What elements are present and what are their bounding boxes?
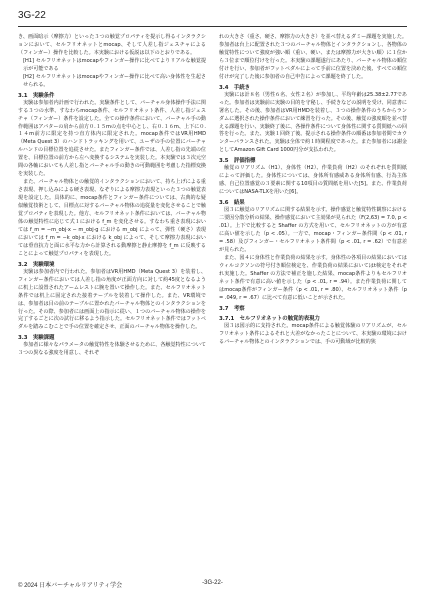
footer-copyright: © 2024 日本バーチャルリアリティ学会 [18,583,123,589]
paragraph-3-4: 実験には計８名（男性６名、女性２名）が参加し、平均年齢は25.38±2.77であった。参加者は実験前に実験の目的を守秘し、手続きなどの説明を受け、同意書に署名した。その後、参加者はVR用HMDを装着し、３つの操作条件のうちからランダムに選択された操作条件において練習を行った。その後、触覚の強度順を並べ替える課題を行い、実験終了後に、各操作条件について身体性に関する質問紙への回答を行った。また、実験１回終了後、提示される操作条件の順番は参加者間でカウンターバランスされた。実験は全体で約１時間程度であった。また参加者には謝金としてAmazon Gift Card 1000円分が支払われた。 [219,91,407,154]
left-column [18,34,206,358]
right-column [219,34,407,346]
section-heading-3-1: 3.1 実験条件 [18,92,55,99]
footer-page-number: -3G-22- [202,580,223,586]
section-heading-3-6: 3.6 結果 [219,200,245,207]
section-heading-3-4: 3.4 手続き [219,84,250,91]
section-heading-3-2: 3.2 実験環境 [18,261,55,268]
hypothesis-1: [H1] セルフリオネットはmocapやフィンガー操作に比べてよりリアルな触覚提示が可能である [23,57,206,72]
paragraph-3-5: 触覚のリアリズム（H1）、身体性（H2）、作業負荷（H2）のそれぞれを質問紙によって評価した。身体性については、身体所有感威ある身体所有感、行為主体感、自己位置感覚の３要素に関する10項目の質問紙を用いた[5]。また、作業負荷についてはNASA-TLXを用いた[6]。 [219,165,407,196]
page-identifier: 3G-22 [18,10,46,21]
header-rule [18,26,407,27]
section-heading-3-7: 3.7 考察 [219,305,245,312]
paragraph-3-1-b: また、バーチャル物体との触覚的インタラクションにおいて、持ち上げによる重さ表現、押し込みによる硬さ表現、なぞりによる摩擦力表現といった３つの触覚表現を設定した。具体的に、mocap条件とフィンガー条件については、古典的な疑似触覚技術として、目標点に対するバーチャル物体の追従量を変化させることで触覚プロパティを表現した。他方、セルフリオネット条件においては、バーチャル物体の触覚特性に応じて式１における f_m を変化させる。すなわち重さ表現においては f_m = −m_obj·x − m_obj·g における m_obj によって、弾性（硬さ）表現においては f_m = −k_obj·x における k_obj によって、そして摩擦力表現においては垂直抗力と面に水平な力から計算される動摩擦と静止摩擦を f_m に反映することによって触覚プロパティを表現した。 [18,179,206,257]
subsection-heading-3-7-1: 3.7.1 セルフリオネットの触覚的表現力 [219,315,320,322]
paragraph-3-7-1: 図３は図示的に支持された。mocap条件による触覚体験のリアリズムが、セルフリオネット条件によるそれと大差がなかったことについて、本実験の環境におけるバーチャル物体とのインタラクションでは、手の可動域が比較的狭 [219,322,407,345]
section-heading-3-5: 3.5 評価指標 [219,158,256,165]
hypothesis-2: [H2] セルフリオネットはmocapやフィンガー操作に比べて高い身体性を生起させられる。 [23,73,206,88]
intro-paragraph: き、画面暗示（摩擦力）といった３つの触覚プロパティを提示し得るインタラクションにおいて、セルフリオネットとmocap、そして人差し指ジェスチャによる（フィンガー）操作を比較した。本実験における仮説は以下のとおりである。 [18,34,206,56]
paragraph-3-1-a: 実験は参加者内計画で行われた。実験条件として、バーチャル身体操作手法に関する３つの水準、すなわちmocap条件、セルフリオネット条件、人差し指ジェスチャ（フィンガー）条件を設定した。全ての操作条件において、バーチャル手の動作範囲はアバターの肩から前方０.１５mの点を中心とし、右０.１６m、上下に０.１４m前方に限定を持つ直方体内に限定された。mocap条件ではVR用HMD（Meta Quest 3）のハンドトラッキングを用いて、ユーザの手の位置にバーチャルハンドの目標位置を追従させた。またフィンガー条件では、人差し指の先端の位置を、目標位置の前方から左へ変換するシステムを実装した。本実験では３次元空間の各軸においても人差し指とバーチャル手の動きの可動範囲を考慮した指標変換を実装した。 [18,99,206,178]
section-heading-3-3: 3.3 実験課題 [18,335,55,342]
paragraph-3-2: 実験は参加者内で行われた。参加者はVR用HMD（Meta Quest 3）を装着し、フィンガー条件においては人差し指の角度が正面方向に対して約45度となるように机上に設置されたアームレストに腕を置いて操作した。また、セルフリオネット条件では机上に固定された接着テーブルを装着して操作した。また、VR環境では、参加者は目の前のテーブルに置かれたバーチャル物体とのインタラクションを行った。その際、参加者には画面上の指示に従い、１つのバーチャル物体の操作を完了するごとに次の試行に移るよう指示した。セルフリオネット条件ではフットペダルを踏みこむことで手の位置を確定させ、正面のバーチャル物体を操作した。 [18,268,206,331]
paragraph-3-3: 参加者に様々なパラメータの触覚特性を体験させるために、各触覚特性について３つの異なる強度を用意し、それぞ [18,342,206,357]
continued-paragraph: れの大きさ（重さ、硬さ、摩擦力の大きさ）を並べ替えるダミー課題を実施した。参加者は台上に配置された３つのバーチャル物体とインタラクションし、各物体の触覚特性について強度が強い順（重い、硬い、または摩擦力が大きい順）に１位から３位まで順位付けを行った。本実験の課題遂行にあたり、バーチャル物体の順位付けを行い、参加者がフットペダルによって手前に位置を決めた後、すべての順位付けが完了した後に参加者の自己申告によって課題を終了した。 [219,34,407,80]
paragraph-3-6-a: 図３に触覚のリアリズムに関する結果を示す。操作感覚と触覚特性観察における二要因分散分析の結果、操作感覚において主効果が見られた（F(2,63) = 7.0, p < .01）。上下で比較すると Shaffer の方式を用いて、セルフリオネットの方が有意に高い値を示した（p < .05）。一方で、mocap・フィンガー条件間（p < .01, r = .58）及びフィンガー・セルフリオネット条件間（p < .01, r = .62）で有意差が見られた。 [219,207,407,253]
paragraph-3-6-b: また、図４に身体性と作業負荷の結果を示す。身体性の各項目の結果においてはウィルコクソンの符号付き順位検定を、作業負荷の結果においてはt検定をそれぞれ実施した。Shaffer の方法で補正を施した結果、mocap条件よりもセルフリオネット条件で有意に高い値を示した（p < .01, r = .94）。また作業負荷に関してはmocap条件がフィンガー条件（p < .01, r = .80）、セルフリオネット条件（p = .049, r = .67）に比べて有意に低いことが示された。 [219,254,407,301]
